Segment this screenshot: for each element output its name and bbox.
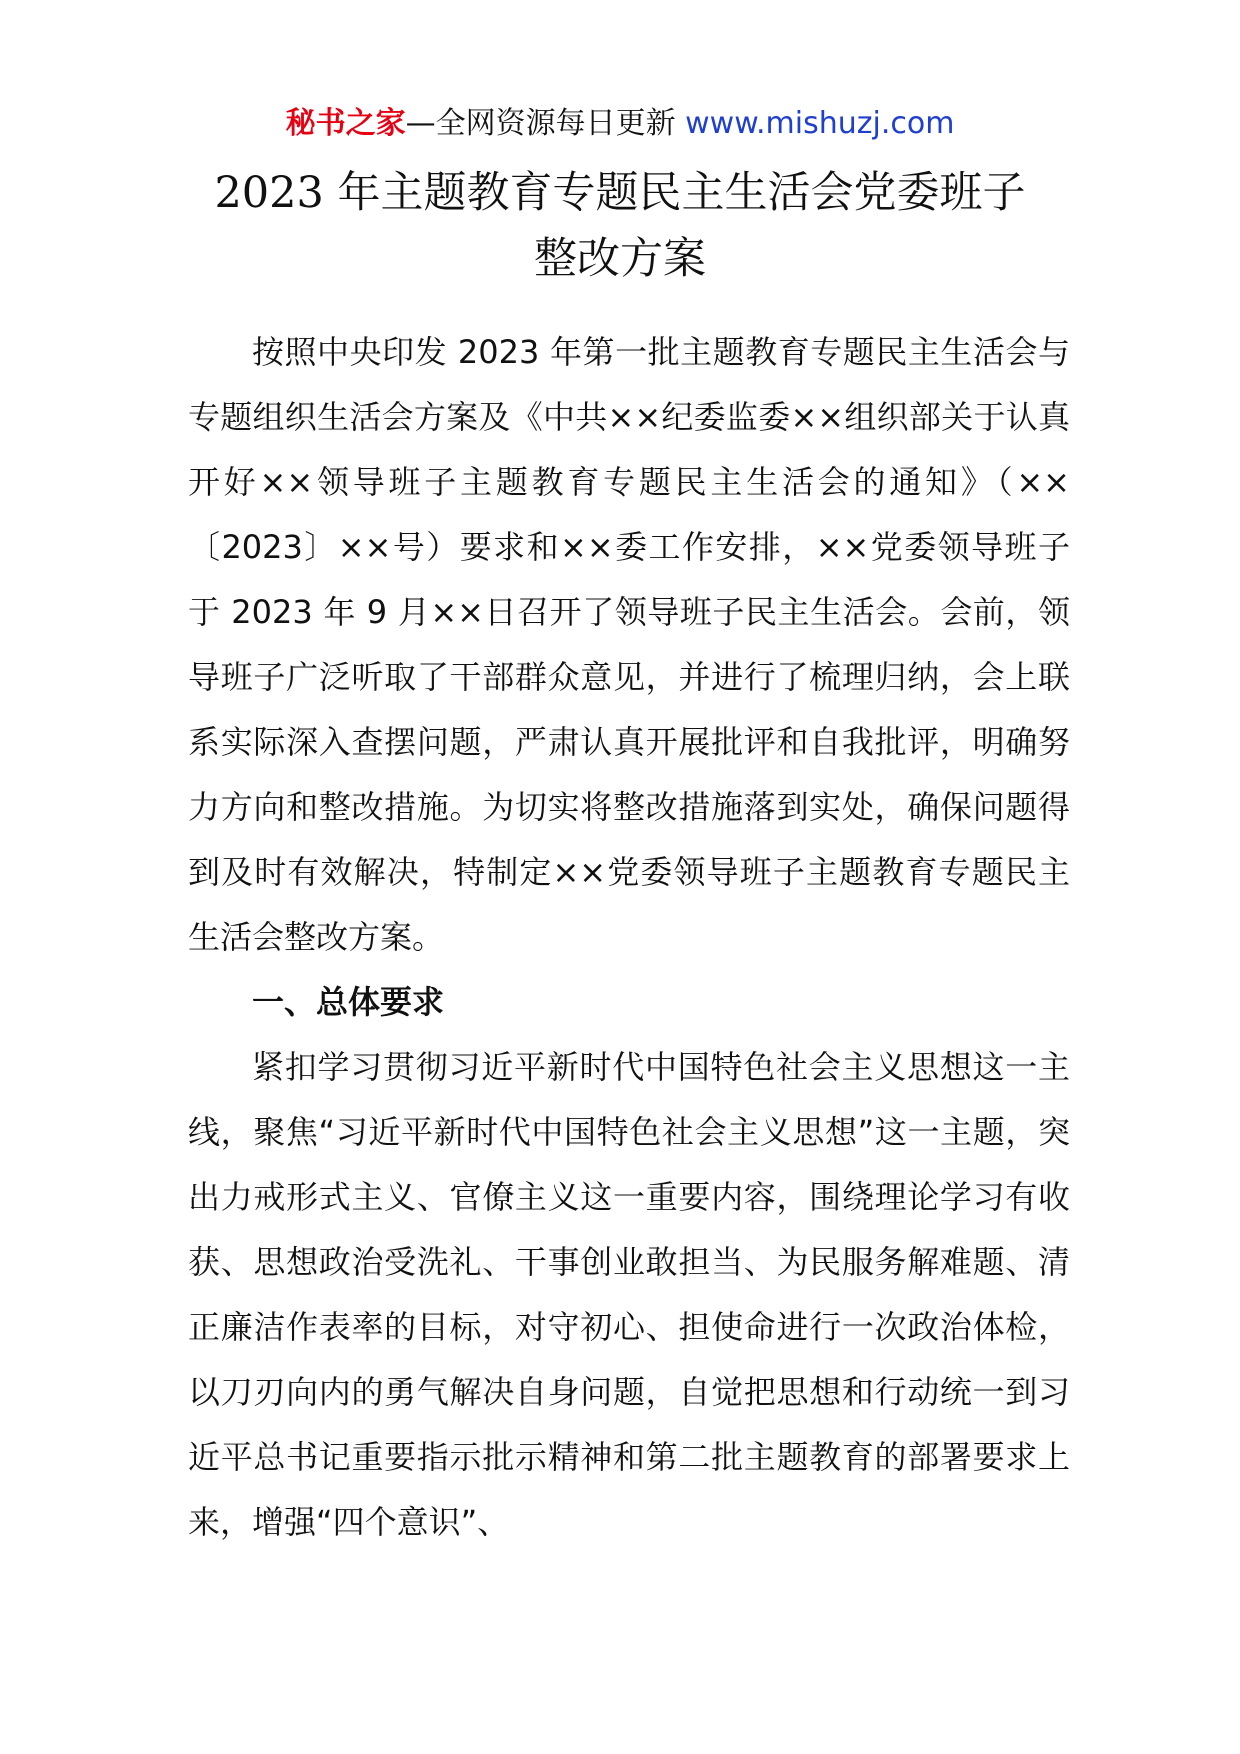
- title-line-2: 整改方案: [534, 234, 706, 284]
- watermark-header: [0, 102, 1240, 146]
- title-line-1: 2023 年主题教育专题民主生活会党委班子: [214, 168, 1026, 218]
- document-body: [188, 320, 1070, 1555]
- section-paragraph: 紧扣学习贯彻习近平新时代中国特色社会主义思想这一主线，聚焦“习近平新时代中国特色社会主义思想”这一主题，突出力戒形式主义、官僚主义这一重要内容，围绕理论学习有收获、思想政治受洗礼、干事创业敢担当、为民服务解难题、清正廉洁作表率的目标，对守初心、担使命进行一次政治体检，以刀刃向内的勇气解决自身问题，自觉把思想和行动统一到习近平总书记重要指示批示精神和第二批主题教育的部署要求上来，增强“四个意识”、: [188, 1048, 1070, 1541]
- intro-paragraph: 按照中央印发 2023 年第一批主题教育专题民主生活会与专题组织生活会方案及《中共××纪委监委××组织部关于认真开好××领导班子主题教育专题民主生活会的通知》（××〔2023〕××号）要求和××委工作安排，××党委领导班子于 2023 年 9 月××日召开了领导班子民主生活会。会前，领导班子广泛听取了干部群众意见，并进行了梳理归纳，会上联系实际深入查摆问题，严肃认真开展批评和自我批评，明确努力方向和整改措施。为切实将整改措施落到实处，确保问题得到及时有效解决，特制定××党委领导班子主题教育专题民主生活会整改方案。: [188, 333, 1070, 956]
- header-tagline: —全网资源每日更新: [405, 106, 686, 141]
- section-heading-general-requirements: 一、总体要求: [252, 983, 445, 1021]
- document-title: [0, 160, 1240, 292]
- brand-name: 秘书之家: [285, 106, 406, 141]
- site-url[interactable]: www.mishuzj.com: [685, 106, 955, 141]
